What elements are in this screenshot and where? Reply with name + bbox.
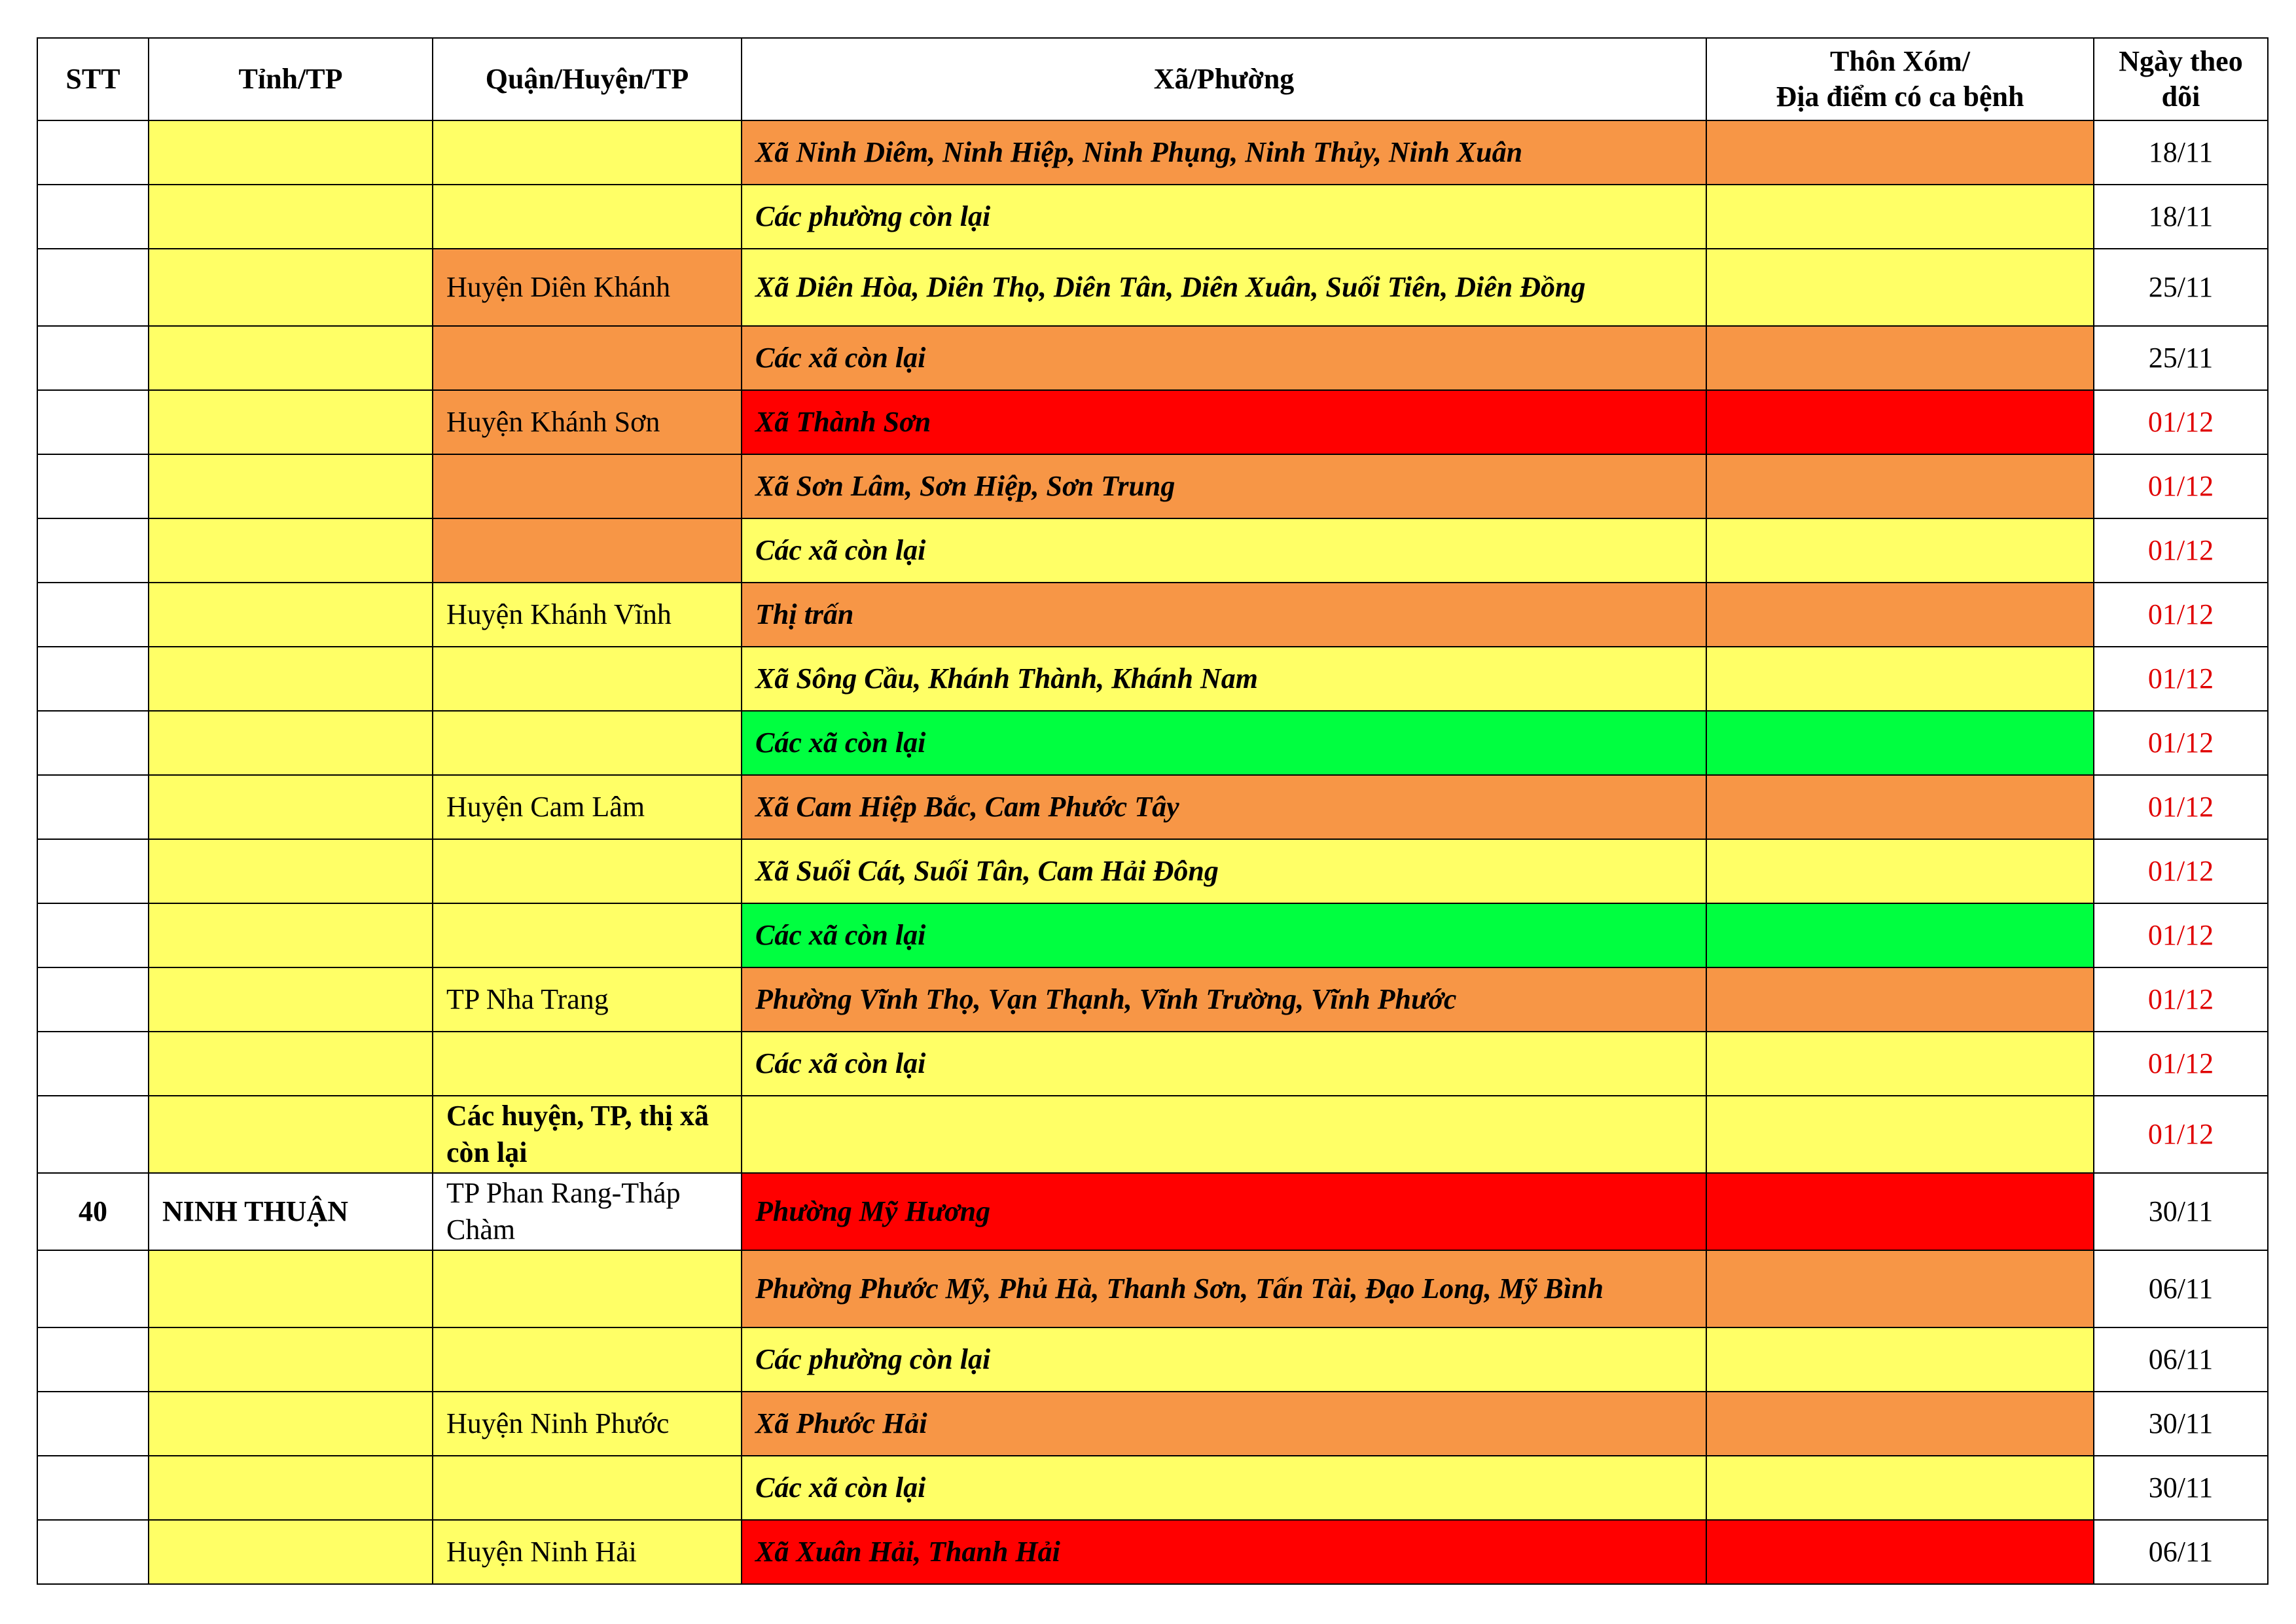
province-cell: [149, 583, 433, 647]
table-row: [37, 647, 2268, 711]
village-cell: [1706, 775, 2094, 839]
province-cell: [149, 1327, 433, 1392]
province-cell: [149, 454, 433, 518]
stt-cell: [37, 326, 149, 390]
stt-cell: [37, 185, 149, 249]
stt-cell: [37, 1520, 149, 1584]
table-row: [37, 1327, 2268, 1392]
ward-cell: Xã Xuân Hải, Thanh Hải: [742, 1520, 1706, 1584]
date-cell: 06/11: [2094, 1250, 2268, 1327]
stt-cell: [37, 1096, 149, 1173]
table-row: [37, 454, 2268, 518]
village-cell: [1706, 711, 2094, 775]
district-cell: [433, 518, 742, 583]
district-cell: TP Nha Trang: [433, 967, 742, 1032]
table-row: [37, 903, 2268, 967]
district-cell: Huyện Khánh Vĩnh: [433, 583, 742, 647]
province-cell: [149, 390, 433, 454]
date-cell: 01/12: [2094, 711, 2268, 775]
village-cell: [1706, 185, 2094, 249]
date-cell: 18/11: [2094, 120, 2268, 185]
ward-cell: Thị trấn: [742, 583, 1706, 647]
district-cell: Huyện Khánh Sơn: [433, 390, 742, 454]
stt-cell: [37, 1392, 149, 1456]
date-cell: 01/12: [2094, 903, 2268, 967]
province-cell: [149, 1520, 433, 1584]
village-cell: [1706, 518, 2094, 583]
ward-cell: Phường Mỹ Hương: [742, 1173, 1706, 1250]
province-cell: [149, 249, 433, 326]
district-cell: [433, 903, 742, 967]
district-cell: [433, 711, 742, 775]
village-cell: [1706, 1520, 2094, 1584]
stt-cell: [37, 967, 149, 1032]
table-row: [37, 326, 2268, 390]
province-cell: [149, 518, 433, 583]
province-cell: [149, 185, 433, 249]
district-cell: [433, 1327, 742, 1392]
ward-cell: Các phường còn lại: [742, 185, 1706, 249]
province-cell: [149, 775, 433, 839]
ward-cell: Xã Ninh Diêm, Ninh Hiệp, Ninh Phụng, Ninh Thủy, Ninh Xuân: [742, 120, 1706, 185]
province-cell: [149, 903, 433, 967]
village-cell: [1706, 249, 2094, 326]
province-cell: [149, 647, 433, 711]
date-cell: 18/11: [2094, 185, 2268, 249]
village-cell: [1706, 1032, 2094, 1096]
stt-cell: [37, 839, 149, 903]
district-cell: Các huyện, TP, thị xã còn lại: [433, 1096, 742, 1173]
district-cell: [433, 120, 742, 185]
province-cell: [149, 839, 433, 903]
date-cell: 01/12: [2094, 647, 2268, 711]
header-district: Quận/Huyện/TP: [433, 38, 742, 120]
ward-cell: Các phường còn lại: [742, 1327, 1706, 1392]
district-cell: Huyện Diên Khánh: [433, 249, 742, 326]
ward-cell: Phường Phước Mỹ, Phủ Hà, Thanh Sơn, Tấn Tài, Đạo Long, Mỹ Bình: [742, 1250, 1706, 1327]
ward-cell: Các xã còn lại: [742, 1456, 1706, 1520]
ward-cell: Xã Diên Hòa, Diên Thọ, Diên Tân, Diên Xuân, Suối Tiên, Diên Đồng: [742, 249, 1706, 326]
stt-cell: [37, 1456, 149, 1520]
header-date-line1: Ngày theo: [2119, 45, 2243, 77]
district-cell: TP Phan Rang-Tháp Chàm: [433, 1173, 742, 1250]
province-cell: [149, 1250, 433, 1327]
header-row: [37, 38, 2268, 120]
table-row: [37, 1096, 2268, 1173]
header-date-line2: dõi: [2161, 81, 2200, 113]
date-cell: 01/12: [2094, 1096, 2268, 1173]
province-cell: [149, 967, 433, 1032]
ward-cell: Các xã còn lại: [742, 1032, 1706, 1096]
village-cell: [1706, 903, 2094, 967]
stt-cell: [37, 249, 149, 326]
header-province: Tỉnh/TP: [149, 38, 433, 120]
province-cell: [149, 1392, 433, 1456]
header-stt: STT: [37, 38, 149, 120]
date-cell: 30/11: [2094, 1392, 2268, 1456]
village-cell: [1706, 390, 2094, 454]
ward-cell: Xã Sơn Lâm, Sơn Hiệp, Sơn Trung: [742, 454, 1706, 518]
header-village-line2: Địa điểm có ca bệnh: [1776, 81, 2024, 113]
province-cell: [149, 326, 433, 390]
header-village: [1706, 38, 2094, 120]
date-cell: 30/11: [2094, 1456, 2268, 1520]
table-row: [37, 775, 2268, 839]
village-cell: [1706, 583, 2094, 647]
village-cell: [1706, 1173, 2094, 1250]
table-row: [37, 1032, 2268, 1096]
table-row: [37, 390, 2268, 454]
header-date: [2094, 38, 2268, 120]
village-cell: [1706, 120, 2094, 185]
date-cell: 01/12: [2094, 967, 2268, 1032]
district-cell: [433, 839, 742, 903]
ward-cell: Xã Suối Cát, Suối Tân, Cam Hải Đông: [742, 839, 1706, 903]
ward-cell: Các xã còn lại: [742, 711, 1706, 775]
table-row: [37, 1173, 2268, 1250]
table-row: [37, 839, 2268, 903]
table-row: [37, 711, 2268, 775]
stt-cell: [37, 711, 149, 775]
stt-cell: [37, 1327, 149, 1392]
district-cell: [433, 185, 742, 249]
village-cell: [1706, 326, 2094, 390]
ward-cell: Các xã còn lại: [742, 903, 1706, 967]
village-cell: [1706, 839, 2094, 903]
date-cell: 30/11: [2094, 1173, 2268, 1250]
date-cell: 25/11: [2094, 326, 2268, 390]
district-cell: [433, 326, 742, 390]
ward-cell: Xã Cam Hiệp Bắc, Cam Phước Tây: [742, 775, 1706, 839]
province-cell: [149, 1032, 433, 1096]
stt-cell: 40: [37, 1173, 149, 1250]
ward-cell: [742, 1096, 1706, 1173]
village-cell: [1706, 454, 2094, 518]
village-cell: [1706, 1392, 2094, 1456]
stt-cell: [37, 647, 149, 711]
date-cell: 06/11: [2094, 1327, 2268, 1392]
province-cell: [149, 120, 433, 185]
village-cell: [1706, 1250, 2094, 1327]
ward-cell: Xã Thành Sơn: [742, 390, 1706, 454]
table-row: [37, 185, 2268, 249]
stt-cell: [37, 583, 149, 647]
district-cell: Huyện Ninh Hải: [433, 1520, 742, 1584]
village-cell: [1706, 1327, 2094, 1392]
stt-cell: [37, 454, 149, 518]
province-cell: [149, 1096, 433, 1173]
stt-cell: [37, 903, 149, 967]
stt-cell: [37, 120, 149, 185]
stt-cell: [37, 775, 149, 839]
date-cell: 25/11: [2094, 249, 2268, 326]
district-cell: Huyện Cam Lâm: [433, 775, 742, 839]
district-cell: Huyện Ninh Phước: [433, 1392, 742, 1456]
stt-cell: [37, 390, 149, 454]
village-cell: [1706, 647, 2094, 711]
province-cell: [149, 711, 433, 775]
ward-cell: Phường Vĩnh Thọ, Vạn Thạnh, Vĩnh Trường, Vĩnh Phước: [742, 967, 1706, 1032]
ward-cell: Các xã còn lại: [742, 518, 1706, 583]
stt-cell: [37, 518, 149, 583]
district-cell: [433, 1250, 742, 1327]
date-cell: 01/12: [2094, 454, 2268, 518]
province-cell: [149, 1456, 433, 1520]
date-cell: 06/11: [2094, 1520, 2268, 1584]
table-row: [37, 1250, 2268, 1327]
district-cell: [433, 1456, 742, 1520]
date-cell: 01/12: [2094, 775, 2268, 839]
date-cell: 01/12: [2094, 1032, 2268, 1096]
table-row: [37, 967, 2268, 1032]
ward-cell: Xã Sông Cầu, Khánh Thành, Khánh Nam: [742, 647, 1706, 711]
stt-cell: [37, 1032, 149, 1096]
table-row: [37, 120, 2268, 185]
village-cell: [1706, 967, 2094, 1032]
table-row: [37, 583, 2268, 647]
province-cell: NINH THUẬN: [149, 1173, 433, 1250]
covid-zone-table: [37, 37, 2269, 1585]
village-cell: [1706, 1456, 2094, 1520]
date-cell: 01/12: [2094, 390, 2268, 454]
table-row: [37, 1520, 2268, 1584]
district-cell: [433, 647, 742, 711]
table-row: [37, 1392, 2268, 1456]
district-cell: [433, 1032, 742, 1096]
stt-cell: [37, 1250, 149, 1327]
header-village-line1: Thôn Xóm/: [1830, 45, 1970, 77]
ward-cell: Xã Phước Hải: [742, 1392, 1706, 1456]
date-cell: 01/12: [2094, 583, 2268, 647]
table-row: [37, 518, 2268, 583]
district-cell: [433, 454, 742, 518]
date-cell: 01/12: [2094, 839, 2268, 903]
table-row: [37, 249, 2268, 326]
village-cell: [1706, 1096, 2094, 1173]
ward-cell: Các xã còn lại: [742, 326, 1706, 390]
header-ward: Xã/Phường: [742, 38, 1706, 120]
date-cell: 01/12: [2094, 518, 2268, 583]
table-row: [37, 1456, 2268, 1520]
